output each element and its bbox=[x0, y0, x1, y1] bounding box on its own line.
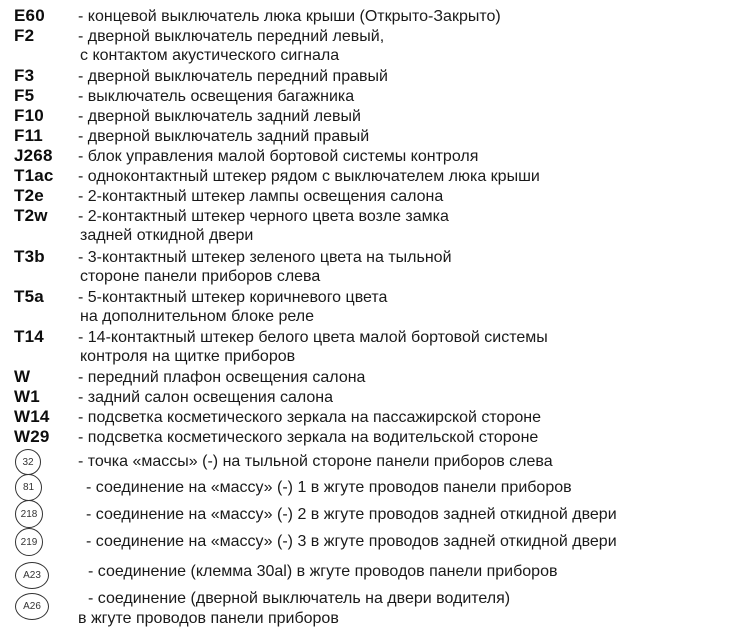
legend-description: - концевой выключатель люка крыши (Открыто-Закрыто) bbox=[78, 8, 501, 25]
legend-description: - дверной выключатель задний правый bbox=[78, 128, 370, 145]
legend-code: E60 bbox=[14, 6, 45, 25]
ground-point-circle: 219 bbox=[15, 528, 43, 556]
connection-point-circle: A23 bbox=[15, 562, 49, 589]
legend-description: - дверной выключатель передний левый, bbox=[78, 28, 385, 45]
legend-description: - дверной выключатель задний левый bbox=[78, 108, 361, 125]
legend-description-continuation: стороне панели приборов слева bbox=[80, 268, 321, 285]
legend-description-continuation: контроля на щитке приборов bbox=[80, 348, 296, 365]
legend-description: - дверной выключатель передний правый bbox=[78, 68, 388, 85]
legend-code: T3b bbox=[14, 247, 45, 266]
legend-code: J268 bbox=[14, 146, 53, 165]
ground-point-description: - соединение на «массу» (-) 3 в жгуте проводов задней откидной двери bbox=[86, 533, 617, 550]
legend-code: W bbox=[14, 367, 31, 386]
ground-point-description: - точка «массы» (-) на тыльной стороне панели приборов слева bbox=[78, 453, 553, 470]
legend-code: F5 bbox=[14, 86, 35, 105]
legend-code: T1ac bbox=[14, 166, 54, 185]
legend-description: - 14-контактный штекер белого цвета малой бортовой системы bbox=[78, 329, 548, 346]
legend-code: F10 bbox=[14, 106, 44, 125]
legend-code: T2e bbox=[14, 186, 44, 205]
legend-description: - задний салон освещения салона bbox=[78, 389, 334, 406]
connection-point-circle: A26 bbox=[15, 593, 49, 620]
ground-point-description: - соединение на «массу» (-) 2 в жгуте проводов задней откидной двери bbox=[86, 506, 617, 523]
legend-code: W14 bbox=[14, 407, 50, 426]
ground-point-description: - соединение (клемма 30al) в жгуте проводов панели приборов bbox=[88, 563, 558, 580]
legend-description-continuation: на дополнительном блоке реле bbox=[80, 308, 314, 325]
ground-point-circle: 32 bbox=[15, 449, 41, 475]
ground-point-circle: 81 bbox=[15, 474, 42, 501]
legend-code: F11 bbox=[14, 126, 43, 145]
ground-point-circle: 218 bbox=[15, 500, 43, 528]
legend-code: T2w bbox=[14, 206, 48, 225]
legend-description: - 3-контактный штекер зеленого цвета на тыльной bbox=[78, 249, 452, 266]
ground-point-description: - соединение на «массу» (-) 1 в жгуте проводов панели приборов bbox=[86, 479, 572, 496]
legend-description: - выключатель освещения багажника bbox=[78, 88, 355, 105]
ground-point-description-continuation: в жгуте проводов панели приборов bbox=[78, 610, 339, 627]
legend-code: T5a bbox=[14, 287, 44, 306]
legend-description: - одноконтактный штекер рядом с выключателем люка крыши bbox=[78, 168, 540, 185]
legend-code: F2 bbox=[14, 26, 35, 45]
legend-description: - блок управления малой бортовой системы контроля bbox=[78, 148, 479, 165]
legend-description-continuation: с контактом акустического сигнала bbox=[80, 47, 340, 64]
legend-description: - 2-контактный штекер черного цвета возле замка bbox=[78, 208, 449, 225]
legend-description: - 5-контактный штекер коричневого цвета bbox=[78, 289, 388, 306]
legend-description: - 2-контактный штекер лампы освещения салона bbox=[78, 188, 444, 205]
legend-description: - подсветка косметического зеркала на водительской стороне bbox=[78, 429, 539, 446]
legend-code: W29 bbox=[14, 427, 50, 446]
legend-description: - передний плафон освещения салона bbox=[78, 369, 366, 386]
legend-code: F3 bbox=[14, 66, 35, 85]
legend-code: T14 bbox=[14, 327, 44, 346]
legend-description-continuation: задней откидной двери bbox=[80, 227, 254, 244]
legend-code: W1 bbox=[14, 387, 40, 406]
legend-description: - подсветка косметического зеркала на пассажирской стороне bbox=[78, 409, 541, 426]
ground-point-description: - соединение (дверной выключатель на двери водителя) bbox=[88, 590, 511, 607]
